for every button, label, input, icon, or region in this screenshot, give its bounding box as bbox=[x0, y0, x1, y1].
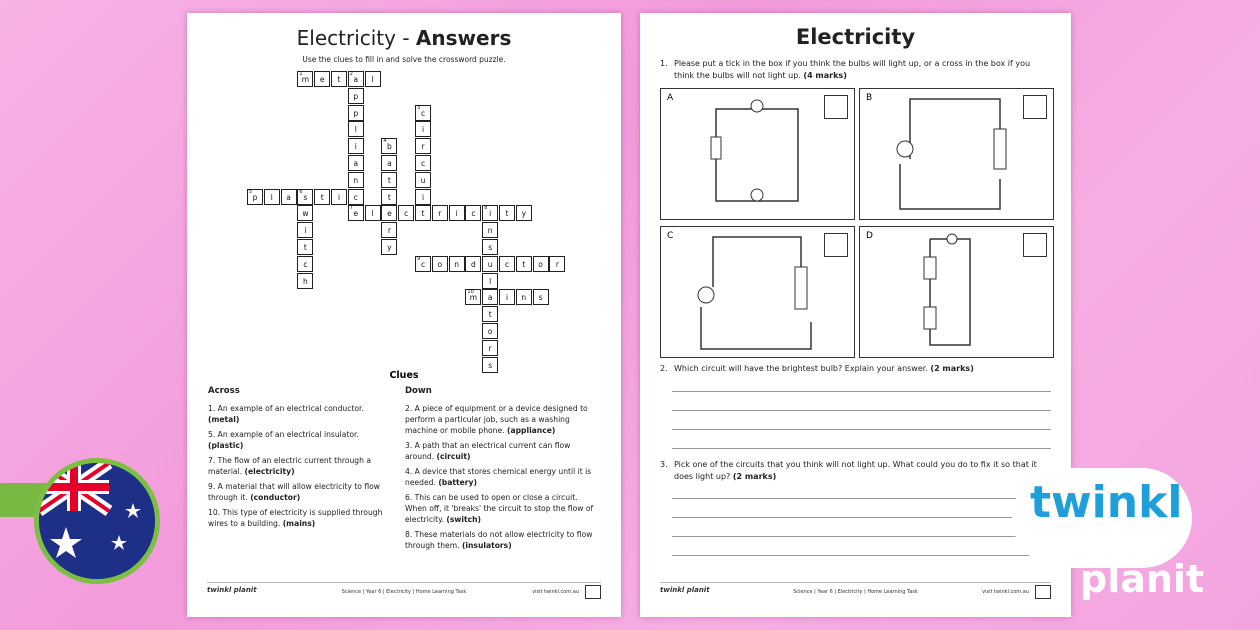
circuit-diagram-icon bbox=[661, 227, 854, 357]
cell-letter: r bbox=[421, 142, 425, 152]
cell-letter: y bbox=[387, 243, 392, 252]
crossword-cell bbox=[348, 121, 364, 137]
crossword-cell bbox=[331, 189, 347, 205]
cell-letter: t bbox=[337, 75, 341, 84]
circuit-label: B bbox=[866, 93, 873, 103]
clue-number: 8 bbox=[484, 205, 488, 212]
australia-flag-icon bbox=[34, 458, 160, 584]
crossword-cell bbox=[549, 256, 565, 272]
footer-subject: Science | Year 6 | Electricity | Home Learning Task bbox=[793, 589, 918, 595]
across-clue: 10. This type of electricity is supplied through wires to a building. (mains) bbox=[208, 508, 383, 528]
crossword-cell bbox=[381, 205, 397, 221]
cell-letter: r bbox=[488, 343, 492, 353]
cell-letter: e bbox=[353, 209, 359, 219]
crossword-cell bbox=[381, 172, 397, 188]
cell-letter: c bbox=[353, 192, 358, 202]
crossword-cell bbox=[516, 205, 532, 221]
cell-letter: n bbox=[487, 226, 493, 236]
cell-letter: c bbox=[504, 259, 510, 269]
crossword-cell bbox=[297, 273, 313, 289]
crossword-cell bbox=[297, 189, 313, 205]
cell-letter: t bbox=[387, 175, 391, 185]
cell-letter: t bbox=[303, 243, 307, 252]
answer-line[interactable] bbox=[672, 410, 1051, 411]
page-footer bbox=[660, 582, 1051, 599]
clue-number: 7 bbox=[349, 205, 353, 212]
crossword-cell bbox=[499, 256, 515, 272]
crossword-cell bbox=[314, 189, 330, 205]
footer-subject: Science | Year 6 | Electricity | Home Learning Task bbox=[341, 589, 467, 595]
footer-url: visit twinkl.com.au bbox=[982, 589, 1029, 595]
cell-letter: o bbox=[487, 327, 493, 336]
answers-worksheet bbox=[187, 13, 621, 617]
down-heading: Down bbox=[405, 386, 432, 396]
clue-number: 3 bbox=[417, 104, 421, 111]
across-clues bbox=[208, 386, 388, 533]
down-clue: 3. A path that an electrical current can flow around. (circuit) bbox=[405, 441, 571, 461]
answer-line[interactable] bbox=[672, 391, 1051, 392]
crossword-cell bbox=[516, 289, 532, 305]
answer-line[interactable] bbox=[672, 498, 1051, 499]
cell-letter: i bbox=[505, 293, 509, 303]
cell-letter: b bbox=[387, 142, 392, 152]
circuit-d bbox=[859, 226, 1054, 358]
cell-letter: d bbox=[471, 259, 476, 269]
cell-letter: t bbox=[387, 192, 391, 202]
cell-letter: t bbox=[488, 310, 492, 320]
cell-letter: i bbox=[354, 142, 357, 152]
cell-letter: e bbox=[387, 209, 392, 219]
crossword-cell bbox=[482, 340, 498, 356]
answer-line[interactable] bbox=[672, 429, 1051, 430]
circuit-diagram-icon bbox=[860, 89, 1053, 219]
answers-title: Electricity - Answers bbox=[296, 26, 512, 50]
crossword-cell bbox=[482, 289, 498, 305]
crossword-cell bbox=[264, 189, 280, 205]
cell-letter: s bbox=[488, 360, 493, 370]
footer-logo: twinkl planit bbox=[207, 586, 257, 594]
crossword-cell bbox=[482, 205, 498, 221]
crossword-cell bbox=[348, 205, 364, 221]
crossword-cell bbox=[415, 256, 431, 272]
cell-letter: r bbox=[438, 209, 442, 219]
answer-line[interactable] bbox=[672, 536, 1051, 537]
cell-letter: t bbox=[320, 192, 324, 202]
footer-logo: twinkl planit bbox=[660, 586, 710, 594]
crossword-cell bbox=[297, 71, 313, 87]
cell-letter: l bbox=[354, 125, 357, 135]
crossword-cell bbox=[348, 88, 364, 104]
answer-line[interactable] bbox=[672, 448, 1051, 449]
crossword-instructions: Use the clues to fill in and solve the crossword puzzle. bbox=[302, 55, 506, 64]
crossword-cell bbox=[533, 256, 549, 272]
cell-letter: i bbox=[421, 192, 425, 202]
circuit-label: D bbox=[866, 231, 873, 241]
cell-letter: c bbox=[303, 259, 308, 269]
cell-letter: l bbox=[371, 209, 374, 219]
cell-letter: p bbox=[252, 192, 258, 202]
crossword-cell bbox=[482, 222, 498, 238]
crossword-cell bbox=[365, 205, 381, 221]
crossword-cell bbox=[449, 256, 465, 272]
circuit-b bbox=[859, 88, 1054, 220]
answer-line[interactable] bbox=[672, 555, 1051, 556]
cell-letter: t bbox=[505, 209, 509, 219]
cell-letter: i bbox=[455, 209, 458, 219]
footer-badge-icon bbox=[585, 585, 601, 599]
question-3: 3. Pick one of the circuits that you think will not light up. What could you do to fix it so that it does light up? (2 marks) bbox=[660, 460, 1037, 481]
clue-number: 2 bbox=[349, 71, 353, 77]
cell-letter: l bbox=[270, 192, 273, 202]
cell-letter: s bbox=[538, 293, 543, 303]
crossword-cell bbox=[432, 205, 448, 221]
circuit-c bbox=[660, 226, 855, 358]
clue-number: 9 bbox=[417, 255, 421, 262]
cell-letter: n bbox=[454, 259, 459, 269]
cell-letter: t bbox=[522, 259, 526, 269]
crossword-cell bbox=[465, 289, 481, 305]
crossword-cell bbox=[381, 222, 397, 238]
cell-letter: c bbox=[404, 209, 409, 219]
clue-number: 1 bbox=[299, 71, 303, 77]
crossword-cell bbox=[348, 172, 364, 188]
cell-letter: a bbox=[353, 159, 359, 168]
crossword-cell bbox=[482, 239, 498, 255]
worksheet-title: Electricity bbox=[795, 25, 916, 49]
question-worksheet bbox=[640, 13, 1071, 617]
crossword-cell bbox=[398, 205, 414, 221]
across-clue: 7. The flow of an electric current through a material. (electricity) bbox=[208, 456, 372, 476]
cell-letter: r bbox=[387, 226, 391, 236]
circuit-diagram-icon bbox=[860, 227, 1053, 357]
cell-letter: c bbox=[420, 108, 426, 118]
footer-badge-icon bbox=[1035, 585, 1051, 599]
crossword-cell bbox=[381, 189, 397, 205]
crossword-cell bbox=[415, 172, 431, 188]
crossword-cell bbox=[348, 138, 364, 154]
crossword-cell bbox=[432, 256, 448, 272]
down-clue: 8. These materials do not allow electricity to flow through them. (insulators) bbox=[405, 530, 593, 550]
cell-letter: i bbox=[304, 226, 307, 236]
clue-number: 10 bbox=[467, 289, 474, 296]
cell-letter: s bbox=[303, 192, 308, 202]
down-clue: 6. This can be used to open or close a circuit. When off, it 'breaks' the circuit to stop the flow of electricity. (switch) bbox=[405, 493, 594, 524]
crossword-cell bbox=[297, 256, 313, 272]
crossword-cell bbox=[482, 306, 498, 322]
cell-letter: n bbox=[353, 175, 359, 185]
cell-letter: o bbox=[437, 259, 443, 269]
circuit-label: A bbox=[667, 93, 674, 103]
crossword-cell bbox=[281, 189, 297, 205]
down-clue: 4. A device that stores chemical energy until it is needed. (battery) bbox=[405, 467, 592, 487]
crossword-cell bbox=[516, 256, 532, 272]
cell-letter: n bbox=[521, 293, 527, 303]
cell-letter: y bbox=[521, 209, 527, 219]
crossword-cell bbox=[381, 155, 397, 171]
cell-letter: a bbox=[353, 75, 359, 84]
cell-letter: p bbox=[353, 108, 359, 118]
crossword-cell bbox=[499, 205, 515, 221]
cell-letter: s bbox=[488, 243, 493, 252]
cell-letter: h bbox=[303, 276, 308, 286]
crossword-cell bbox=[348, 71, 364, 87]
cell-letter: u bbox=[487, 259, 493, 269]
across-heading: Across bbox=[208, 386, 240, 396]
cell-letter: l bbox=[489, 276, 492, 286]
cell-letter: m bbox=[469, 293, 478, 303]
crossword-cell bbox=[499, 289, 515, 305]
crossword-cell bbox=[482, 273, 498, 289]
cell-letter: i bbox=[421, 125, 425, 135]
crossword-cell bbox=[415, 138, 431, 154]
crossword-cell bbox=[381, 138, 397, 154]
question-1: 1. Please put a tick in the box if you think the bulbs will light up, or a cross in the box if you think the bulbs will not light up. (4 marks) bbox=[660, 59, 1031, 80]
cell-letter: e bbox=[319, 75, 325, 84]
clue-number: 4 bbox=[383, 138, 387, 145]
footer-url: visit twinkl.com.au bbox=[532, 589, 579, 595]
crossword-cell bbox=[415, 189, 431, 205]
crossword-cell bbox=[297, 239, 313, 255]
crossword-cell bbox=[348, 155, 364, 171]
crossword-cell bbox=[482, 323, 498, 339]
cell-letter: c bbox=[420, 259, 426, 269]
clue-number: 5 bbox=[249, 188, 253, 195]
crossword-cell bbox=[314, 71, 330, 87]
question-2: 2. Which circuit will have the brightest bulb? Explain your answer. (2 marks) bbox=[660, 364, 974, 373]
planit-logo: planit bbox=[1080, 557, 1205, 601]
circuit-a bbox=[660, 88, 855, 220]
cell-letter: l bbox=[371, 75, 374, 84]
crossword-cell bbox=[415, 105, 431, 121]
across-clue: 5. An example of an electrical insulator. (plastic) bbox=[208, 430, 359, 450]
circuit-label: C bbox=[667, 231, 674, 241]
crossword-cell bbox=[533, 289, 549, 305]
crossword-cell bbox=[465, 205, 481, 221]
crossword-cell bbox=[365, 71, 381, 87]
crossword-cell bbox=[465, 256, 481, 272]
across-clue: 1. An example of an electrical conductor. (metal) bbox=[208, 404, 364, 424]
crossword-cell bbox=[415, 205, 431, 221]
crossword-cell bbox=[482, 256, 498, 272]
crossword-cell bbox=[331, 71, 347, 87]
crossword-cell bbox=[247, 189, 263, 205]
crossword-cell bbox=[297, 205, 313, 221]
cell-letter: w bbox=[302, 209, 309, 219]
cell-letter: p bbox=[353, 91, 359, 101]
crossword-cell bbox=[415, 121, 431, 137]
answer-line[interactable] bbox=[672, 517, 1051, 518]
crossword-cell bbox=[348, 105, 364, 121]
cell-letter: r bbox=[555, 259, 559, 269]
clues-heading: Clues bbox=[389, 370, 419, 381]
cell-letter: m bbox=[301, 75, 310, 84]
cell-letter: i bbox=[489, 209, 492, 219]
crossword-cell bbox=[381, 239, 397, 255]
circuit-diagram-icon bbox=[661, 89, 854, 219]
page-footer bbox=[207, 582, 601, 599]
twinkl-logo: twinkl bbox=[1030, 477, 1183, 528]
crossword-cell bbox=[449, 205, 465, 221]
cell-letter: a bbox=[286, 192, 291, 202]
cell-letter: c bbox=[471, 209, 476, 219]
clue-number: 6 bbox=[299, 188, 303, 195]
down-clues bbox=[405, 386, 601, 555]
cell-letter: a bbox=[487, 293, 493, 303]
crossword-cell bbox=[415, 155, 431, 171]
cell-letter: u bbox=[420, 175, 426, 185]
down-clue: 2. A piece of equipment or a device designed to perform a particular job, such as a washing machine or mobile phone. (appliance) bbox=[405, 404, 588, 435]
cell-letter: c bbox=[420, 159, 426, 168]
cell-letter: t bbox=[421, 209, 425, 219]
across-clue: 9. A material that will allow electricity to flow through it. (conductor) bbox=[208, 482, 380, 502]
cell-letter: i bbox=[337, 192, 341, 202]
crossword-cell bbox=[297, 222, 313, 238]
cell-letter: a bbox=[387, 159, 392, 168]
cell-letter: o bbox=[538, 259, 543, 269]
